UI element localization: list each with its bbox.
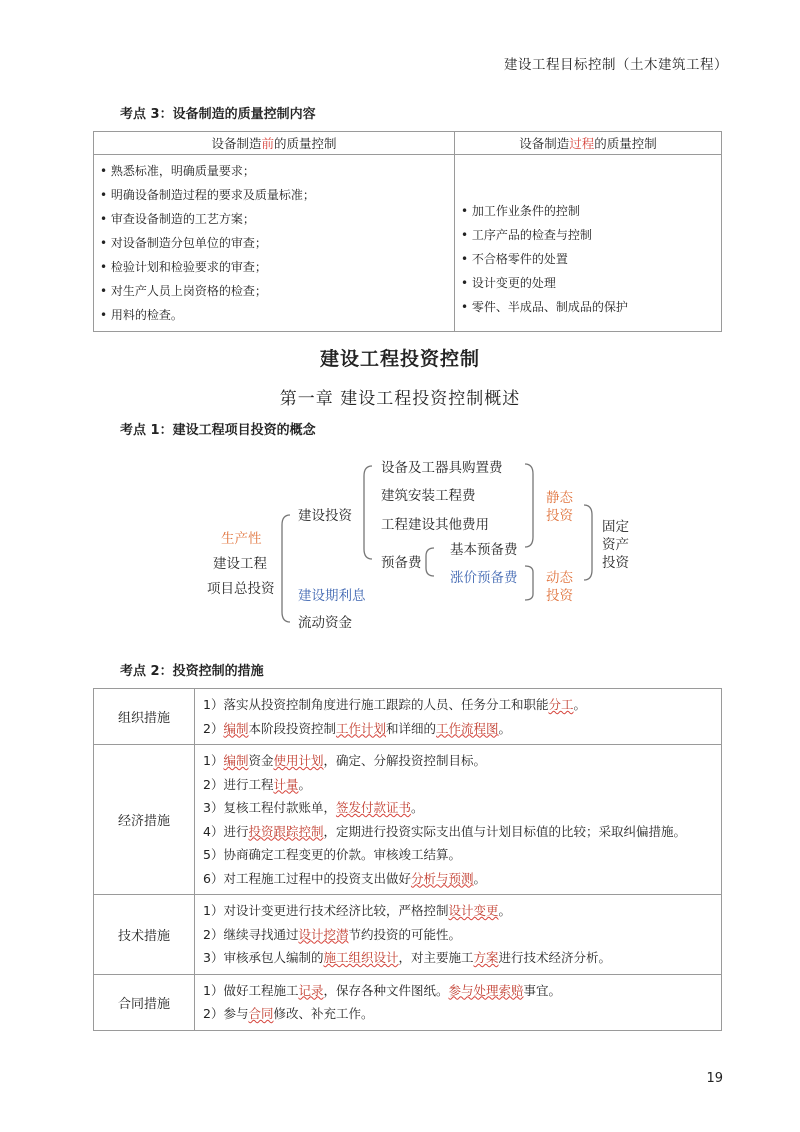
line-text: 2）继续寻找通过 — [203, 926, 299, 942]
diagram-basic-reserve: 基本预备费 — [450, 542, 518, 558]
measure-line — [203, 899, 713, 923]
key-term: 设计变更 — [448, 903, 499, 918]
measure-line — [203, 979, 713, 1003]
line-text: ，定期进行投资实际支出值与计划目标值的比较；采取纠偏措施。 — [323, 823, 686, 839]
line-text: 。 — [410, 800, 424, 815]
diagram-price-reserve: 涨价预备费 — [450, 570, 518, 586]
diagram-static-line2: 投资 — [546, 508, 573, 524]
line-text: 2）进行工程 — [203, 776, 274, 792]
measure-line — [203, 749, 713, 773]
measure-line — [203, 946, 713, 970]
before-manufacture-cell — [94, 155, 455, 332]
line-text: 资金 — [248, 753, 274, 768]
main-title: 建设工程投资控制 — [319, 348, 480, 370]
measure-line — [203, 773, 713, 797]
line-text: 修改、补充工作。 — [273, 1006, 374, 1021]
key-term: 投资跟踪控制 — [248, 823, 324, 839]
diagram-dynamic-line1: 动态 — [546, 570, 573, 586]
measure-line — [203, 843, 713, 867]
measure-category: 组织措施 — [94, 689, 195, 745]
diagram-installation-fee: 建筑安装工程费 — [381, 488, 476, 504]
col-header-before-manufacture — [94, 132, 455, 155]
section-label-investment-concept: 考点 1：建设工程项目投资的概念 — [120, 423, 316, 438]
diagram-fixed-line1: 固定 — [602, 519, 629, 535]
header-text: 设备制造 — [519, 136, 570, 151]
measure-items — [195, 974, 722, 1030]
diagram-fixed-line3: 投资 — [602, 555, 629, 571]
key-term: 工作计划 — [335, 720, 386, 736]
line-text: 6）对工程施工过程中的投资支出做好 — [203, 870, 411, 886]
section-label-equipment-quality: 考点 3：设备制造的质量控制内容 — [120, 107, 316, 122]
line-text: 。 — [498, 903, 511, 918]
table-row — [94, 745, 722, 895]
header-highlight: 过程 — [569, 136, 595, 151]
control-measures-table — [93, 688, 722, 1031]
line-text: 1）对设计变更进行技术经济比较，严格控制 — [203, 903, 449, 918]
key-term: 编制 — [223, 720, 249, 736]
table-row — [94, 689, 722, 745]
line-text: 本阶段投资控制 — [248, 720, 336, 736]
key-term: 分析与预测 — [410, 870, 474, 886]
measure-line — [203, 693, 713, 717]
line-text: 节约投资的可能性。 — [348, 926, 461, 942]
line-text: 3）复核工程付款账单， — [203, 800, 336, 815]
measure-line — [203, 1002, 713, 1026]
diagram-productive: 生产性 — [221, 531, 262, 547]
line-text: 。 — [498, 720, 512, 736]
key-term: 使用计划 — [273, 753, 324, 768]
header-text: 设备制造 — [211, 136, 262, 151]
header-text: 的质量控制 — [274, 136, 337, 151]
diagram-dynamic-line2: 投资 — [546, 588, 573, 604]
line-text: 1）做好工程施工 — [203, 982, 299, 998]
diagram-construction-interest: 建设期利息 — [298, 588, 366, 604]
list-item: • 对设备制造分包单位的审查； — [100, 231, 448, 255]
line-text: 2） — [203, 720, 224, 736]
diagram-root-line2: 项目总投资 — [207, 581, 275, 597]
measure-line — [203, 923, 713, 947]
line-text: 。 — [573, 697, 586, 712]
diagram-root-line1: 建设工程 — [213, 556, 267, 572]
list-item: • 工序产品的检查与控制 — [461, 223, 715, 247]
measure-items — [195, 689, 722, 745]
line-text: ，保存各种文件图纸。 — [323, 982, 449, 998]
list-item: • 对生产人员上岗资格的检查； — [100, 279, 448, 303]
key-term: 签发付款证书 — [335, 800, 411, 815]
list-item: • 设计变更的处理 — [461, 271, 715, 295]
line-text: 2）参与 — [203, 1006, 249, 1021]
line-text: ，对主要施工 — [398, 950, 474, 965]
measure-items — [195, 745, 722, 895]
key-term: 设计挖潜 — [298, 926, 349, 942]
list-item: • 明确设备制造过程的要求及质量标准； — [100, 183, 448, 207]
diagram-equipment-fee: 设备及工器具购置费 — [381, 460, 503, 476]
diagram-reserve: 预备费 — [381, 555, 422, 571]
header-text: 的质量控制 — [594, 136, 657, 151]
line-text: 。 — [298, 776, 311, 792]
list-item: • 零件、半成品、制成品的保护 — [461, 295, 715, 319]
key-term: 方案 — [473, 950, 499, 965]
diagram-other-fee: 工程建设其他费用 — [381, 517, 489, 533]
section-label-control-measures: 考点 2：投资控制的措施 — [120, 664, 264, 679]
measure-items — [195, 895, 722, 975]
diagram-fixed-line2: 资产 — [602, 537, 629, 553]
key-term: 分工 — [548, 697, 574, 712]
during-manufacture-cell — [455, 155, 722, 332]
key-term: 编制 — [223, 753, 249, 768]
col-header-during-manufacture — [455, 132, 722, 155]
equipment-quality-table — [93, 131, 722, 332]
list-item: • 加工作业条件的控制 — [461, 199, 715, 223]
list-item: • 熟悉标准，明确质量要求； — [100, 159, 448, 183]
line-text: 1）落实从投资控制角度进行施工跟踪的人员、任务分工和职能 — [203, 697, 549, 712]
table-row — [94, 974, 722, 1030]
header-highlight: 前 — [261, 136, 274, 151]
measure-category: 经济措施 — [94, 745, 195, 895]
diagram-construction-investment: 建设投资 — [298, 508, 352, 524]
chapter-title: 第一章 建设工程投资控制概述 — [279, 389, 521, 409]
list-item: • 审查设备制造的工艺方案； — [100, 207, 448, 231]
list-item: • 检验计划和检验要求的审查； — [100, 255, 448, 279]
line-text: 事宜。 — [523, 982, 562, 998]
measure-category: 技术措施 — [94, 895, 195, 975]
line-text: 4）进行 — [203, 823, 249, 839]
key-term: 参与处理索赔 — [448, 982, 524, 998]
measure-category: 合同措施 — [94, 974, 195, 1030]
key-term: 合同 — [248, 1006, 274, 1021]
key-term: 计量 — [273, 776, 299, 792]
line-text: 1） — [203, 753, 224, 768]
diagram-static-line1: 静态 — [546, 490, 573, 506]
line-text: 进行技术经济分析。 — [498, 950, 612, 965]
key-term: 工作流程图 — [436, 720, 499, 736]
list-item: • 不合格零件的处置 — [461, 247, 715, 271]
key-term: 记录 — [298, 982, 324, 998]
key-term: 施工组织设计 — [323, 950, 399, 965]
page-number: 19 — [706, 1071, 723, 1086]
list-item: • 用料的检查。 — [100, 303, 448, 327]
running-header: 建设工程目标控制（土木建筑工程） — [504, 57, 728, 73]
line-text: 。 — [473, 870, 486, 886]
line-text: ，确定、分解投资控制目标。 — [323, 753, 487, 768]
measure-line — [203, 717, 713, 741]
line-text: 和详细的 — [386, 720, 437, 736]
line-text: 3）审核承包人编制的 — [203, 950, 324, 965]
line-text: 5）协商确定工程变更的价款。审核竣工结算。 — [203, 847, 461, 862]
measure-line — [203, 867, 713, 891]
diagram-working-capital: 流动资金 — [298, 615, 352, 631]
table-row — [94, 895, 722, 975]
measure-line — [203, 796, 713, 820]
measure-line — [203, 820, 713, 844]
